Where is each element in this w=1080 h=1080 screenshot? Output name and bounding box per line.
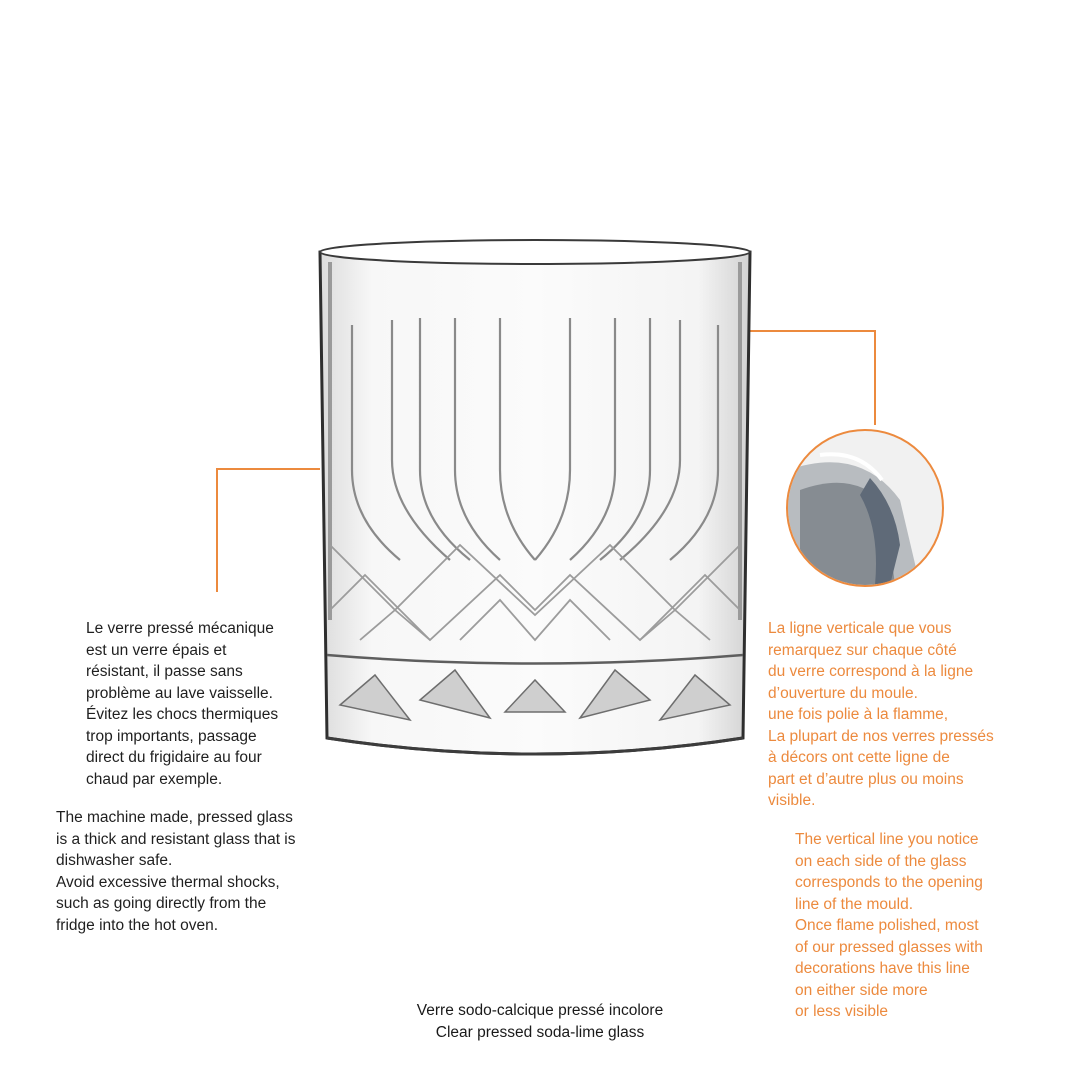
left-leader-line <box>217 469 320 592</box>
caption-fr: Verre sodo-calcique pressé incolore <box>416 1002 664 1019</box>
left-description-fr: Le verre pressé mécanique est un verre épais et résistant, il passe sans problème au lave vaisselle. Évitez les chocs thermiques trop importants, passage direct du frigidaire au four chaud par exemple. <box>86 620 279 788</box>
product-caption <box>0 1000 1080 1044</box>
glass-tumbler-image <box>320 240 750 754</box>
caption-en: Clear pressed soda-lime glass <box>435 1024 645 1041</box>
right-description-en: The vertical line you notice on each side of the glass corresponds to the opening line of the mould. Once flame polished, most of our pressed glasses with decorations have this line on either side more or less visible <box>795 831 983 1020</box>
left-description-en: The machine made, pressed glass is a thick and resistant glass that is dishwasher safe. Avoid excessive thermal shocks, such as going directly from the fridge into the hot oven. <box>56 809 296 934</box>
right-leader-line <box>750 331 875 425</box>
right-description-fr: La ligne verticale que vous remarquez sur chaque côté du verre correspond à la ligne d’ouverture du moule. une fois polie à la flamme, La plupart de nos verres pressés à décors ont cette ligne de part et d’autre plus ou moins visible. <box>768 620 994 809</box>
mould-line-closeup-image <box>787 430 943 586</box>
